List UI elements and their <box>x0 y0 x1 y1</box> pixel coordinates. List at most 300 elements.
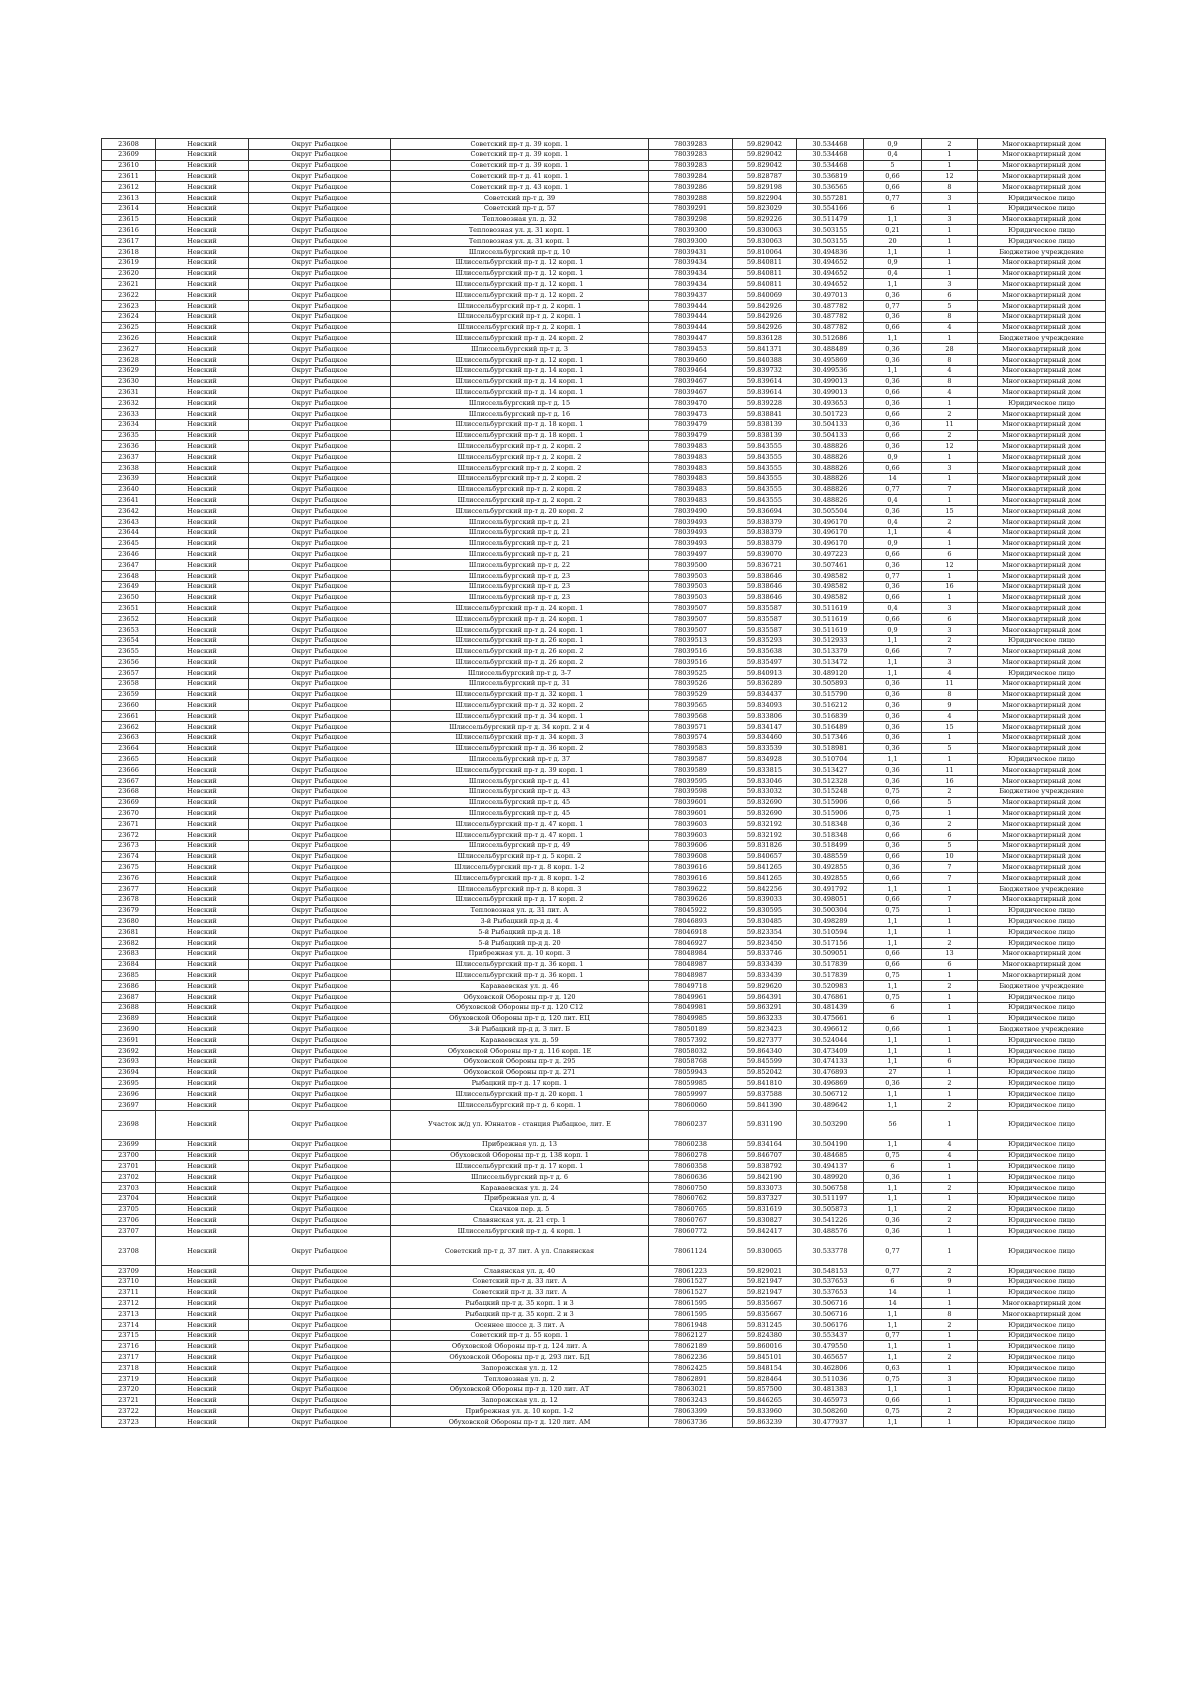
longitude-cell: 30.488826 <box>797 495 864 506</box>
longitude-cell: 30.488826 <box>797 484 864 495</box>
district-cell: Невский <box>156 1341 249 1352</box>
table-row <box>102 1172 1106 1183</box>
address-cell: Шлиссельбургский пр-т д. 17 корп. 1 <box>391 1161 649 1172</box>
code-cell: 78061948 <box>649 1319 733 1330</box>
latitude-cell: 59.827377 <box>733 1035 797 1046</box>
code-cell: 78062127 <box>649 1330 733 1341</box>
district-cell: Невский <box>156 873 249 884</box>
table-row <box>102 959 1106 970</box>
longitude-cell: 30.553437 <box>797 1330 864 1341</box>
latitude-cell: 59.832192 <box>733 819 797 830</box>
longitude-cell: 30.487782 <box>797 322 864 333</box>
count-cell: 3 <box>922 214 978 225</box>
district-cell: Невский <box>156 937 249 948</box>
table-row <box>102 214 1106 225</box>
district-cell: Невский <box>156 430 249 441</box>
area-cell: 0,36 <box>864 732 922 743</box>
longitude-cell: 30.496612 <box>797 1024 864 1035</box>
type-cell: Юридическое лицо <box>978 1002 1106 1013</box>
address-cell: Шлиссельбургский пр-т д. 47 корп. 1 <box>391 830 649 841</box>
address-cell: Шлиссельбургский пр-т д. 2 корп. 2 <box>391 462 649 473</box>
row-id: 23668 <box>102 786 156 797</box>
address-cell: Шлиссельбургский пр-т д. 34 корп. 3 <box>391 732 649 743</box>
row-id: 23661 <box>102 711 156 722</box>
okrug-cell: Округ Рыбацкое <box>249 786 391 797</box>
longitude-cell: 30.494652 <box>797 257 864 268</box>
table-row <box>102 430 1106 441</box>
type-cell: Юридическое лицо <box>978 1406 1106 1417</box>
type-cell: Многоквартирный дом <box>978 290 1106 301</box>
latitude-cell: 59.857500 <box>733 1384 797 1395</box>
area-cell: 0,66 <box>864 797 922 808</box>
code-cell: 78048987 <box>649 970 733 981</box>
row-id: 23660 <box>102 700 156 711</box>
address-cell: Шлиссельбургский пр-т д. 18 корп. 1 <box>391 430 649 441</box>
district-cell: Невский <box>156 1287 249 1298</box>
type-cell: Юридическое лицо <box>978 1384 1106 1395</box>
latitude-cell: 59.843555 <box>733 495 797 506</box>
type-cell: Юридическое лицо <box>978 1067 1106 1078</box>
table-row <box>102 527 1106 538</box>
type-cell: Многоквартирный дом <box>978 257 1106 268</box>
code-cell: 78039300 <box>649 236 733 247</box>
longitude-cell: 30.536565 <box>797 182 864 193</box>
type-cell: Многоквартирный дом <box>978 408 1106 419</box>
latitude-cell: 59.824380 <box>733 1330 797 1341</box>
row-id: 23667 <box>102 776 156 787</box>
latitude-cell: 59.829620 <box>733 981 797 992</box>
table-row <box>102 991 1106 1002</box>
latitude-cell: 59.823423 <box>733 1024 797 1035</box>
okrug-cell: Округ Рыбацкое <box>249 171 391 182</box>
type-cell: Многоквартирный дом <box>978 614 1106 625</box>
type-cell: Многоквартирный дом <box>978 365 1106 376</box>
type-cell: Многоквартирный дом <box>978 527 1106 538</box>
row-id: 23632 <box>102 398 156 409</box>
latitude-cell: 59.840388 <box>733 354 797 365</box>
district-cell: Невский <box>156 387 249 398</box>
area-cell: 0,9 <box>864 139 922 150</box>
latitude-cell: 59.834164 <box>733 1139 797 1150</box>
address-cell: Советский пр-т д. 41 корп. 1 <box>391 171 649 182</box>
row-id: 23666 <box>102 765 156 776</box>
longitude-cell: 30.512686 <box>797 333 864 344</box>
row-id: 23650 <box>102 592 156 603</box>
district-cell: Невский <box>156 1265 249 1276</box>
okrug-cell: Округ Рыбацкое <box>249 560 391 571</box>
district-cell: Невский <box>156 1395 249 1406</box>
area-cell: 0,66 <box>864 614 922 625</box>
longitude-cell: 30.537653 <box>797 1287 864 1298</box>
code-cell: 78058768 <box>649 1056 733 1067</box>
address-cell: 5-й Рыбацкий пр-д д. 20 <box>391 937 649 948</box>
type-cell: Юридическое лицо <box>978 1276 1106 1287</box>
code-cell: 78050189 <box>649 1024 733 1035</box>
district-cell: Невский <box>156 905 249 916</box>
count-cell: 2 <box>922 635 978 646</box>
latitude-cell: 59.834928 <box>733 754 797 765</box>
longitude-cell: 30.506176 <box>797 1319 864 1330</box>
longitude-cell: 30.489120 <box>797 668 864 679</box>
count-cell: 15 <box>922 506 978 517</box>
longitude-cell: 30.516489 <box>797 722 864 733</box>
row-id: 23707 <box>102 1226 156 1237</box>
longitude-cell: 30.504190 <box>797 1139 864 1150</box>
longitude-cell: 30.496170 <box>797 538 864 549</box>
code-cell: 78061595 <box>649 1309 733 1320</box>
district-cell: Невский <box>156 419 249 430</box>
code-cell: 78039483 <box>649 452 733 463</box>
table-row <box>102 387 1106 398</box>
code-cell: 78039283 <box>649 139 733 150</box>
longitude-cell: 30.512328 <box>797 776 864 787</box>
code-cell: 78039608 <box>649 851 733 862</box>
area-cell: 0,75 <box>864 1373 922 1384</box>
count-cell: 3 <box>922 1373 978 1384</box>
row-id: 23723 <box>102 1417 156 1428</box>
code-cell: 78039603 <box>649 819 733 830</box>
address-cell: Обуховской Обороны пр-т д. 124 лит. А <box>391 1341 649 1352</box>
district-cell: Невский <box>156 1024 249 1035</box>
code-cell: 78049961 <box>649 991 733 1002</box>
longitude-cell: 30.548153 <box>797 1265 864 1276</box>
area-cell: 0,77 <box>864 1330 922 1341</box>
table-row <box>102 462 1106 473</box>
district-cell: Невский <box>156 808 249 819</box>
type-cell: Многоквартирный дом <box>978 182 1106 193</box>
count-cell: 1 <box>922 1363 978 1374</box>
latitude-cell: 59.838379 <box>733 516 797 527</box>
address-cell: Шлиссельбургский пр-т д. 23 <box>391 570 649 581</box>
okrug-cell: Округ Рыбацкое <box>249 743 391 754</box>
area-cell: 0,66 <box>864 646 922 657</box>
longitude-cell: 30.476893 <box>797 1067 864 1078</box>
longitude-cell: 30.536819 <box>797 171 864 182</box>
type-cell: Юридическое лицо <box>978 1013 1106 1024</box>
okrug-cell: Округ Рыбацкое <box>249 279 391 290</box>
row-id: 23684 <box>102 959 156 970</box>
area-cell: 6 <box>864 1161 922 1172</box>
okrug-cell: Округ Рыбацкое <box>249 1099 391 1110</box>
okrug-cell: Округ Рыбацкое <box>249 1226 391 1237</box>
district-cell: Невский <box>156 246 249 257</box>
code-cell: 78062236 <box>649 1352 733 1363</box>
district-cell: Невский <box>156 1182 249 1193</box>
longitude-cell: 30.509051 <box>797 948 864 959</box>
code-cell: 78063243 <box>649 1395 733 1406</box>
count-cell: 6 <box>922 614 978 625</box>
count-cell: 10 <box>922 851 978 862</box>
longitude-cell: 30.515248 <box>797 786 864 797</box>
okrug-cell: Округ Рыбацкое <box>249 711 391 722</box>
code-cell: 78039513 <box>649 635 733 646</box>
okrug-cell: Округ Рыбацкое <box>249 387 391 398</box>
district-cell: Невский <box>156 1056 249 1067</box>
area-cell: 0,75 <box>864 970 922 981</box>
district-cell: Невский <box>156 538 249 549</box>
okrug-cell: Округ Рыбацкое <box>249 981 391 992</box>
address-cell: Советский пр-т д. 33 лит. А <box>391 1287 649 1298</box>
row-id: 23674 <box>102 851 156 862</box>
code-cell: 78039571 <box>649 722 733 733</box>
area-cell: 1,1 <box>864 1417 922 1428</box>
okrug-cell: Округ Рыбацкое <box>249 581 391 592</box>
latitude-cell: 59.843555 <box>733 462 797 473</box>
area-cell: 0,9 <box>864 452 922 463</box>
district-cell: Невский <box>156 592 249 603</box>
longitude-cell: 30.465973 <box>797 1395 864 1406</box>
address-cell: Шлиссельбургский пр-т д. 2 корп. 2 <box>391 473 649 484</box>
okrug-cell: Округ Рыбацкое <box>249 1265 391 1276</box>
longitude-cell: 30.499013 <box>797 387 864 398</box>
latitude-cell: 59.831190 <box>733 1110 797 1139</box>
district-cell: Невский <box>156 1172 249 1183</box>
longitude-cell: 30.511197 <box>797 1193 864 1204</box>
area-cell: 1,1 <box>864 1341 922 1352</box>
okrug-cell: Округ Рыбацкое <box>249 819 391 830</box>
table-row <box>102 1226 1106 1237</box>
table-row <box>102 268 1106 279</box>
district-cell: Невский <box>156 786 249 797</box>
count-cell: 1 <box>922 1236 978 1265</box>
district-cell: Невский <box>156 1002 249 1013</box>
okrug-cell: Округ Рыбацкое <box>249 549 391 560</box>
row-id: 23655 <box>102 646 156 657</box>
count-cell: 1 <box>922 398 978 409</box>
row-id: 23685 <box>102 970 156 981</box>
type-cell: Многоквартирный дом <box>978 516 1106 527</box>
row-id: 23705 <box>102 1204 156 1215</box>
latitude-cell: 59.841265 <box>733 862 797 873</box>
longitude-cell: 30.518348 <box>797 819 864 830</box>
longitude-cell: 30.475661 <box>797 1013 864 1024</box>
row-id: 23711 <box>102 1287 156 1298</box>
area-cell: 1,1 <box>864 1056 922 1067</box>
address-cell: Шлиссельбургский пр-т д. 8 корп. 1-2 <box>391 862 649 873</box>
area-cell: 0,36 <box>864 862 922 873</box>
type-cell: Многоквартирный дом <box>978 776 1106 787</box>
table-row <box>102 570 1106 581</box>
district-cell: Невский <box>156 484 249 495</box>
address-cell: 5-й Рыбацкий пр-д д. 18 <box>391 927 649 938</box>
address-cell: Шлиссельбургский пр-т д. 34 корп. 2 и 4 <box>391 722 649 733</box>
district-cell: Невский <box>156 851 249 862</box>
address-cell: Шлиссельбургский пр-т д. 31 <box>391 678 649 689</box>
count-cell: 12 <box>922 171 978 182</box>
row-id: 23611 <box>102 171 156 182</box>
row-id: 23629 <box>102 365 156 376</box>
table-row <box>102 365 1106 376</box>
table-row <box>102 883 1106 894</box>
okrug-cell: Округ Рыбацкое <box>249 322 391 333</box>
area-cell: 0,4 <box>864 516 922 527</box>
type-cell: Юридическое лицо <box>978 225 1106 236</box>
table-row <box>102 732 1106 743</box>
table-row <box>102 1002 1106 1013</box>
type-cell: Юридическое лицо <box>978 398 1106 409</box>
okrug-cell: Округ Рыбацкое <box>249 300 391 311</box>
row-id: 23704 <box>102 1193 156 1204</box>
code-cell: 78061527 <box>649 1276 733 1287</box>
code-cell: 78060636 <box>649 1172 733 1183</box>
district-cell: Невский <box>156 668 249 679</box>
okrug-cell: Округ Рыбацкое <box>249 754 391 765</box>
latitude-cell: 59.841265 <box>733 873 797 884</box>
row-id: 23688 <box>102 1002 156 1013</box>
longitude-cell: 30.517839 <box>797 970 864 981</box>
latitude-cell: 59.840811 <box>733 257 797 268</box>
latitude-cell: 59.836289 <box>733 678 797 689</box>
count-cell: 5 <box>922 300 978 311</box>
row-id: 23678 <box>102 894 156 905</box>
type-cell: Юридическое лицо <box>978 927 1106 938</box>
latitude-cell: 59.835638 <box>733 646 797 657</box>
code-cell: 78039291 <box>649 203 733 214</box>
row-id: 23697 <box>102 1099 156 1110</box>
area-cell: 6 <box>864 1013 922 1024</box>
row-id: 23669 <box>102 797 156 808</box>
okrug-cell: Округ Рыбацкое <box>249 765 391 776</box>
address-cell: Обуховской Обороны пр-т д. 271 <box>391 1067 649 1078</box>
count-cell: 2 <box>922 1204 978 1215</box>
district-cell: Невский <box>156 894 249 905</box>
count-cell: 6 <box>922 549 978 560</box>
area-cell: 1,1 <box>864 214 922 225</box>
area-cell: 1,1 <box>864 1139 922 1150</box>
count-cell: 1 <box>922 905 978 916</box>
count-cell: 2 <box>922 1182 978 1193</box>
count-cell: 9 <box>922 700 978 711</box>
type-cell: Многоквартирный дом <box>978 851 1106 862</box>
longitude-cell: 30.513427 <box>797 765 864 776</box>
table-row <box>102 549 1106 560</box>
latitude-cell: 59.830827 <box>733 1215 797 1226</box>
longitude-cell: 30.506758 <box>797 1182 864 1193</box>
code-cell: 78039483 <box>649 484 733 495</box>
district-cell: Невский <box>156 657 249 668</box>
district-cell: Невский <box>156 819 249 830</box>
latitude-cell: 59.839033 <box>733 894 797 905</box>
okrug-cell: Округ Рыбацкое <box>249 1024 391 1035</box>
table-row <box>102 408 1106 419</box>
okrug-cell: Округ Рыбацкое <box>249 1139 391 1150</box>
okrug-cell: Округ Рыбацкое <box>249 408 391 419</box>
district-cell: Невский <box>156 398 249 409</box>
okrug-cell: Округ Рыбацкое <box>249 646 391 657</box>
type-cell: Многоквартирный дом <box>978 830 1106 841</box>
okrug-cell: Округ Рыбацкое <box>249 970 391 981</box>
row-id: 23690 <box>102 1024 156 1035</box>
district-cell: Невский <box>156 322 249 333</box>
latitude-cell: 59.840913 <box>733 668 797 679</box>
okrug-cell: Округ Рыбацкое <box>249 1002 391 1013</box>
count-cell: 2 <box>922 1099 978 1110</box>
latitude-cell: 59.842926 <box>733 311 797 322</box>
okrug-cell: Округ Рыбацкое <box>249 603 391 614</box>
row-id: 23671 <box>102 819 156 830</box>
table-row <box>102 765 1106 776</box>
count-cell: 1 <box>922 268 978 279</box>
district-cell: Невский <box>156 830 249 841</box>
type-cell: Многоквартирный дом <box>978 765 1106 776</box>
longitude-cell: 30.508260 <box>797 1406 864 1417</box>
row-id: 23628 <box>102 354 156 365</box>
longitude-cell: 30.511036 <box>797 1373 864 1384</box>
code-cell: 78039507 <box>649 614 733 625</box>
code-cell: 78048987 <box>649 959 733 970</box>
area-cell: 0,36 <box>864 1172 922 1183</box>
type-cell: Многоквартирный дом <box>978 894 1106 905</box>
okrug-cell: Округ Рыбацкое <box>249 797 391 808</box>
area-cell: 0,9 <box>864 538 922 549</box>
count-cell: 16 <box>922 581 978 592</box>
count-cell: 1 <box>922 1089 978 1100</box>
table-row <box>102 1287 1106 1298</box>
code-cell: 78039453 <box>649 344 733 355</box>
row-id: 23616 <box>102 225 156 236</box>
table-row <box>102 797 1106 808</box>
table-row <box>102 970 1106 981</box>
area-cell: 0,77 <box>864 192 922 203</box>
table-row <box>102 624 1106 635</box>
table-row <box>102 279 1106 290</box>
row-id: 23686 <box>102 981 156 992</box>
address-cell: Обуховской Обороны пр-т д. 138 корп. 1 <box>391 1150 649 1161</box>
count-cell: 4 <box>922 387 978 398</box>
latitude-cell: 59.843555 <box>733 484 797 495</box>
row-id: 23718 <box>102 1363 156 1374</box>
okrug-cell: Округ Рыбацкое <box>249 236 391 247</box>
table-row <box>102 225 1106 236</box>
code-cell: 78046918 <box>649 927 733 938</box>
type-cell: Многоквартирный дом <box>978 700 1106 711</box>
code-cell: 78039507 <box>649 603 733 614</box>
area-cell: 0,36 <box>864 743 922 754</box>
okrug-cell: Округ Рыбацкое <box>249 722 391 733</box>
area-cell: 27 <box>864 1067 922 1078</box>
latitude-cell: 59.833439 <box>733 959 797 970</box>
latitude-cell: 59.835293 <box>733 635 797 646</box>
data-table <box>101 138 1106 1428</box>
latitude-cell: 59.823029 <box>733 203 797 214</box>
latitude-cell: 59.835587 <box>733 614 797 625</box>
row-id: 23645 <box>102 538 156 549</box>
type-cell: Многоквартирный дом <box>978 743 1106 754</box>
longitude-cell: 30.499536 <box>797 365 864 376</box>
code-cell: 78061527 <box>649 1287 733 1298</box>
latitude-cell: 59.848154 <box>733 1363 797 1374</box>
address-cell: Тепловозная ул. д. 2 <box>391 1373 649 1384</box>
row-id: 23699 <box>102 1139 156 1150</box>
longitude-cell: 30.503155 <box>797 225 864 236</box>
row-id: 23710 <box>102 1276 156 1287</box>
longitude-cell: 30.554166 <box>797 203 864 214</box>
address-cell: Шлиссельбургский пр-т д. 12 корп. 1 <box>391 257 649 268</box>
code-cell: 78060765 <box>649 1204 733 1215</box>
district-cell: Невский <box>156 1013 249 1024</box>
row-id: 23664 <box>102 743 156 754</box>
count-cell: 1 <box>922 1172 978 1183</box>
row-id: 23647 <box>102 560 156 571</box>
count-cell: 1 <box>922 236 978 247</box>
latitude-cell: 59.834093 <box>733 700 797 711</box>
count-cell: 4 <box>922 322 978 333</box>
address-cell: Славянская ул. д. 21 стр. 1 <box>391 1215 649 1226</box>
type-cell: Многоквартирный дом <box>978 657 1106 668</box>
address-cell: Шлиссельбургский пр-т д. 43 <box>391 786 649 797</box>
area-cell: 0,77 <box>864 1265 922 1276</box>
address-cell: Советский пр-т д. 39 <box>391 192 649 203</box>
